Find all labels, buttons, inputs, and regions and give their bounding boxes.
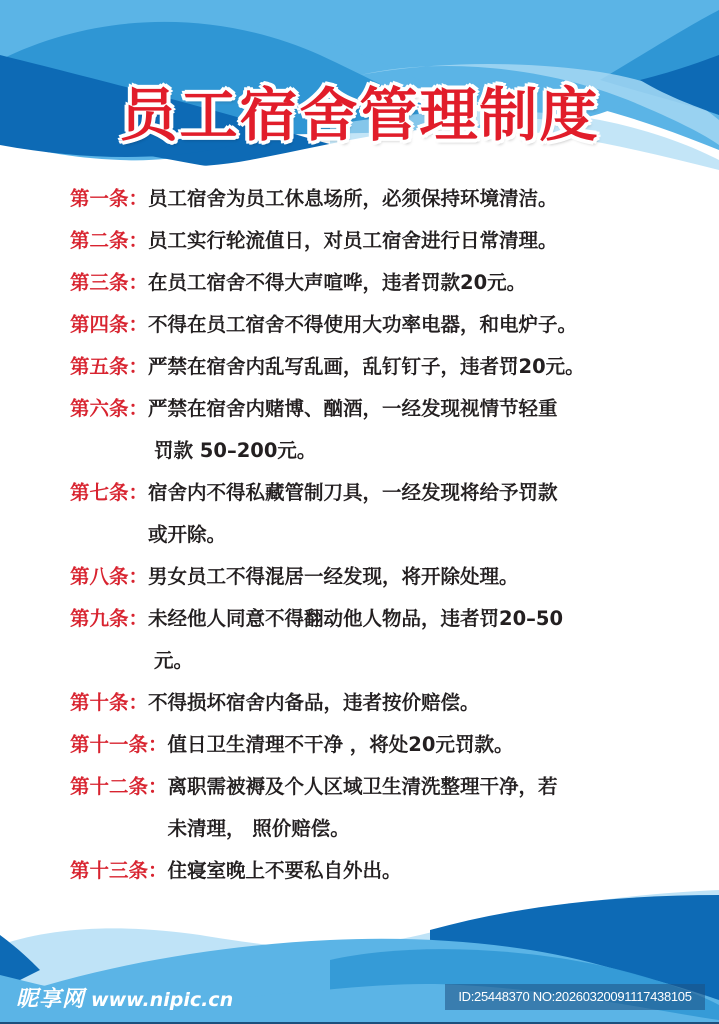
rule-text: 男女员工不得混居一经发现，将开除处理。 (148, 565, 519, 588)
rule-label: 第十条： (70, 691, 149, 714)
rule-text: 员工实行轮流值日，对员工宿舍进行日常清理。 (148, 229, 558, 252)
rule-label: 第七条： (70, 481, 149, 504)
rule-item (70, 690, 690, 716)
rule-text: 不得损坏宿舍内备品，违者按价赔偿。 (148, 691, 480, 714)
watermark-logo-text: 昵享网 (16, 987, 86, 1012)
rule-text: 住寝室晚上不要私自外出。 (167, 859, 402, 882)
rule-label: 第六条： (70, 397, 149, 420)
rule-item (70, 480, 690, 548)
rule-text: 在员工宿舍不得大声喧哗，违者罚款20元。 (148, 271, 527, 294)
rule-text: 离职需被褥及个人区域卫生清洗整理干净，若 未清理， 照价赔偿。 (167, 775, 558, 840)
watermark-url: www.nipic.cn (91, 989, 234, 1011)
watermark-id: ID:25448370 NO:20260320091117438105 (445, 984, 705, 1010)
rule-item (70, 858, 690, 884)
rule-item (70, 564, 690, 590)
rule-text: 宿舍内不得私藏管制刀具，一经发现将给予罚款 或开除。 (148, 481, 558, 546)
rule-label: 第一条： (70, 187, 149, 210)
rule-label: 第十二条： (70, 775, 168, 798)
rule-label: 第八条： (70, 565, 149, 588)
rules-list (70, 186, 690, 884)
rule-text: 严禁在宿舍内赌博、酗酒，一经发现视情节轻重 罚款 50–200元。 (148, 397, 558, 462)
rule-item (70, 186, 690, 212)
rule-label: 第五条： (70, 355, 149, 378)
rule-text: 不得在员工宿舍不得使用大功率电器，和电炉子。 (148, 313, 578, 336)
rule-label: 第九条： (70, 607, 149, 630)
rule-item (70, 312, 690, 338)
rule-text: 值日卫生清理不干净 ，将处20元罚款。 (167, 733, 514, 756)
page-title: 员工宿舍管理制度 (119, 81, 600, 149)
rule-label: 第二条： (70, 229, 149, 252)
watermark-logo (16, 982, 233, 1013)
rule-item (70, 774, 690, 842)
rule-label: 第四条： (70, 313, 149, 336)
rule-item (70, 396, 690, 464)
rule-item (70, 228, 690, 254)
rule-item (70, 354, 690, 380)
rule-label: 第十一条： (70, 733, 168, 756)
rule-text: 员工宿舍为员工休息场所，必须保持环境清洁。 (148, 187, 558, 210)
rule-item (70, 732, 690, 758)
rule-label: 第三条： (70, 271, 149, 294)
rule-item (70, 270, 690, 296)
rule-text: 严禁在宿舍内乱写乱画，乱钉钉子，违者罚20元。 (148, 355, 585, 378)
rule-text: 未经他人同意不得翻动他人物品，违者罚20–50 元。 (148, 607, 564, 672)
rule-label: 第十三条： (70, 859, 168, 882)
rule-item (70, 606, 690, 674)
